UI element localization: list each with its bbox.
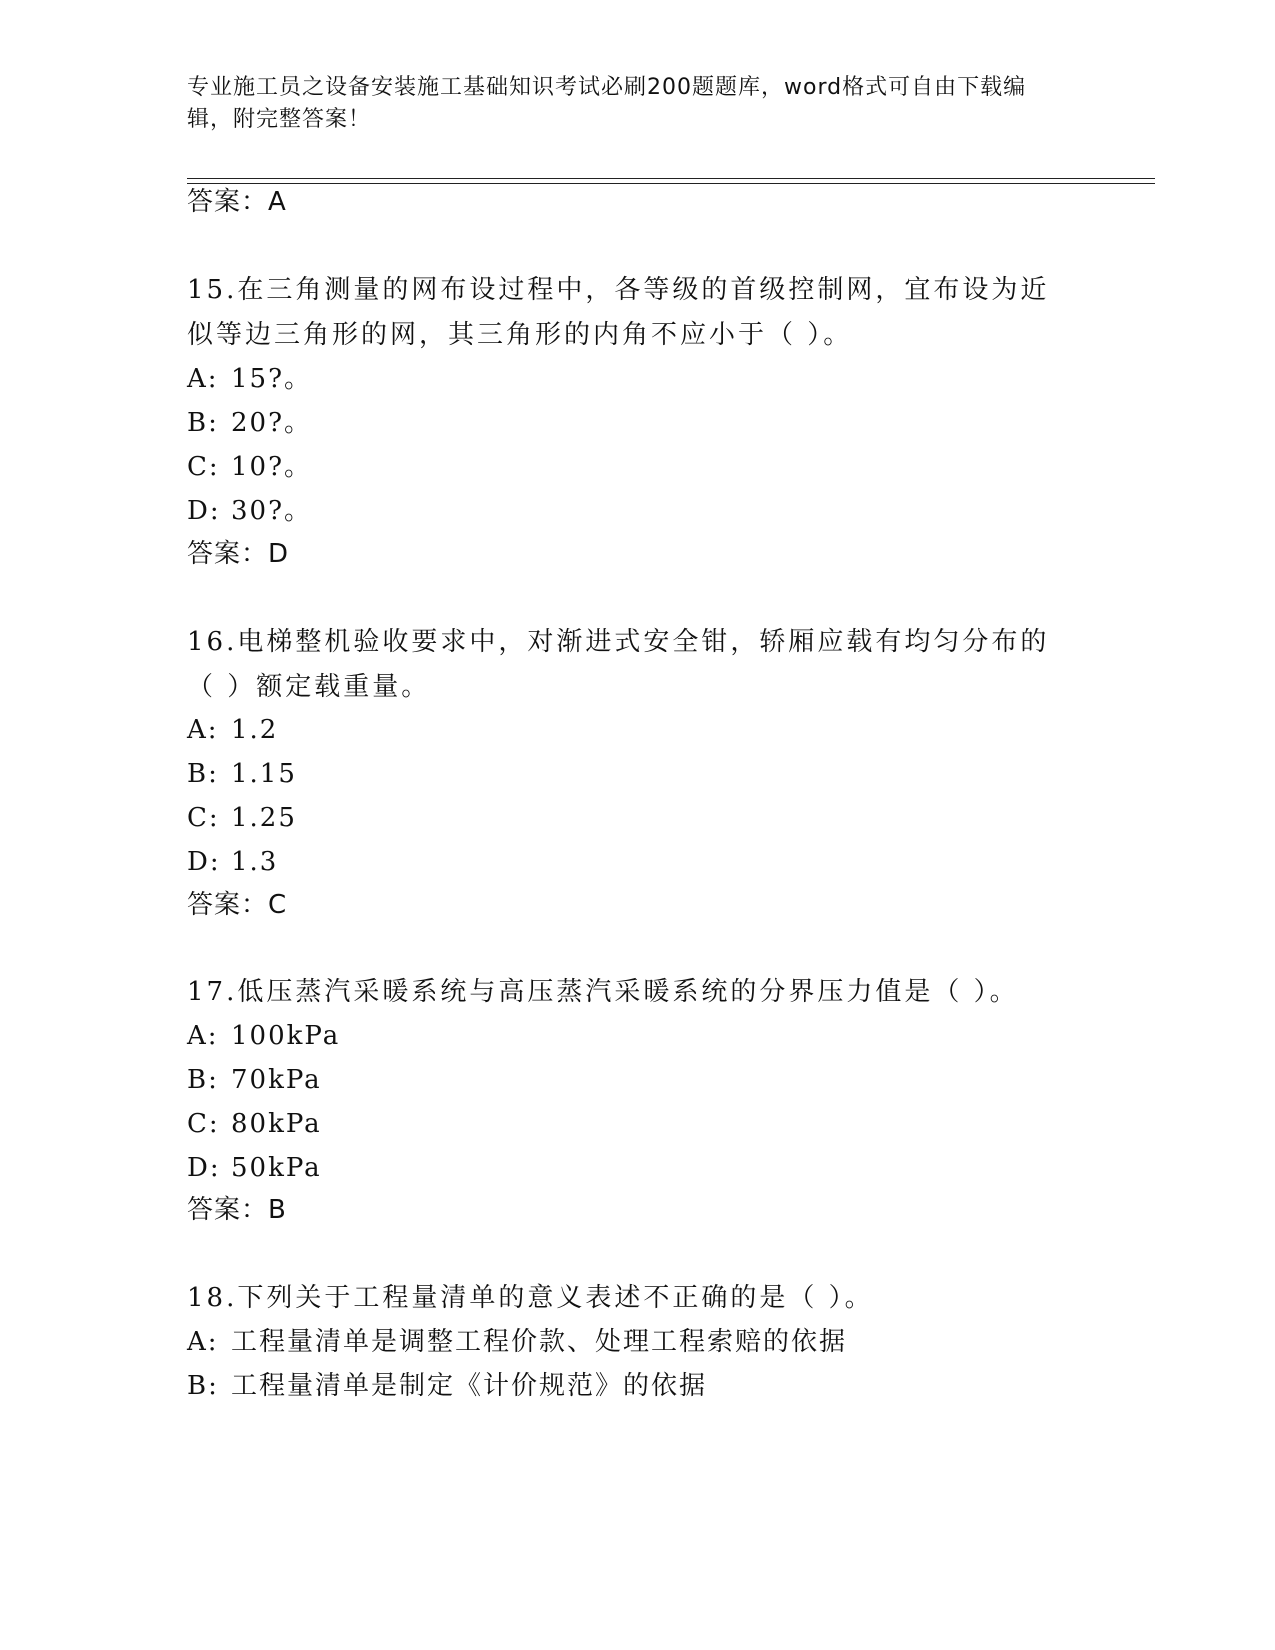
option-text: 100kPa xyxy=(231,1021,341,1051)
question-18-stem: 18.下列关于工程量清单的意义表述不正确的是（ ）。 xyxy=(187,1283,874,1313)
question-17-option-d xyxy=(187,1150,322,1186)
header-rule-top xyxy=(187,178,1155,179)
option-text: 工程量清单是调整工程价款、处理工程索赔的依据 xyxy=(231,1327,848,1357)
document-header: 专业施工员之设备安装施工基础知识考试必刷200题题库，word格式可自由下载编辑，附完整答案！ xyxy=(187,75,1027,132)
question-17-option-c xyxy=(187,1106,322,1142)
option-label: B: xyxy=(187,1065,219,1095)
question-16-option-c xyxy=(187,800,297,836)
option-label: A: xyxy=(187,1327,219,1357)
option-text: 1.15 xyxy=(231,759,297,789)
question-16-option-b xyxy=(187,756,297,792)
option-label: B: xyxy=(187,1371,219,1401)
option-text: 30?。 xyxy=(231,496,313,526)
question-15-option-a xyxy=(187,361,312,397)
question-17-stem: 17.低压蒸汽采暖系统与高压蒸汽采暖系统的分界压力值是（ ）。 xyxy=(187,977,1019,1007)
option-label: C: xyxy=(187,1109,220,1139)
option-label: D: xyxy=(187,1153,221,1183)
option-label: A: xyxy=(187,364,219,394)
option-label: A: xyxy=(187,1021,219,1051)
question-16-option-a xyxy=(187,712,278,748)
question-18-option-b xyxy=(187,1368,707,1404)
option-text: 50kPa xyxy=(231,1153,322,1183)
question-15-stem: 15.在三角测量的网布设过程中，各等级的首级控制网，宜布设为近似等边三角形的网，其三角形的内角不应小于（ ）。 xyxy=(187,275,1050,350)
option-label: C: xyxy=(187,803,220,833)
option-label: D: xyxy=(187,847,221,877)
question-18-option-a xyxy=(187,1324,847,1360)
option-text: 工程量清单是制定《计价规范》的依据 xyxy=(231,1371,708,1401)
question-16-stem: 16.电梯整机验收要求中，对渐进式安全钳，轿厢应载有均匀分布的（ ）额定载重量。 xyxy=(187,627,1050,702)
option-text: 1.3 xyxy=(231,847,279,877)
question-16-answer: 答案：C xyxy=(187,890,288,920)
question-17-option-a xyxy=(187,1018,340,1054)
header-rule-bottom xyxy=(187,183,1155,184)
question-15-option-d xyxy=(187,493,312,529)
option-text: 1.2 xyxy=(231,715,279,745)
option-text: 10?。 xyxy=(231,452,313,482)
question-17-option-b xyxy=(187,1062,322,1098)
option-label: C: xyxy=(187,452,220,482)
option-text: 80kPa xyxy=(231,1109,322,1139)
option-label: D: xyxy=(187,496,221,526)
option-text: 1.25 xyxy=(231,803,297,833)
previous-answer: 答案：A xyxy=(187,187,287,217)
question-15-option-b xyxy=(187,405,312,441)
option-label: B: xyxy=(187,759,219,789)
question-15-answer: 答案：D xyxy=(187,539,290,569)
option-label: A: xyxy=(187,715,219,745)
question-17-answer: 答案：B xyxy=(187,1195,287,1225)
option-text: 20?。 xyxy=(231,408,313,438)
option-text: 15?。 xyxy=(231,364,313,394)
question-15-option-c xyxy=(187,449,312,485)
option-label: B: xyxy=(187,408,219,438)
option-text: 70kPa xyxy=(231,1065,322,1095)
question-16-option-d xyxy=(187,844,278,880)
